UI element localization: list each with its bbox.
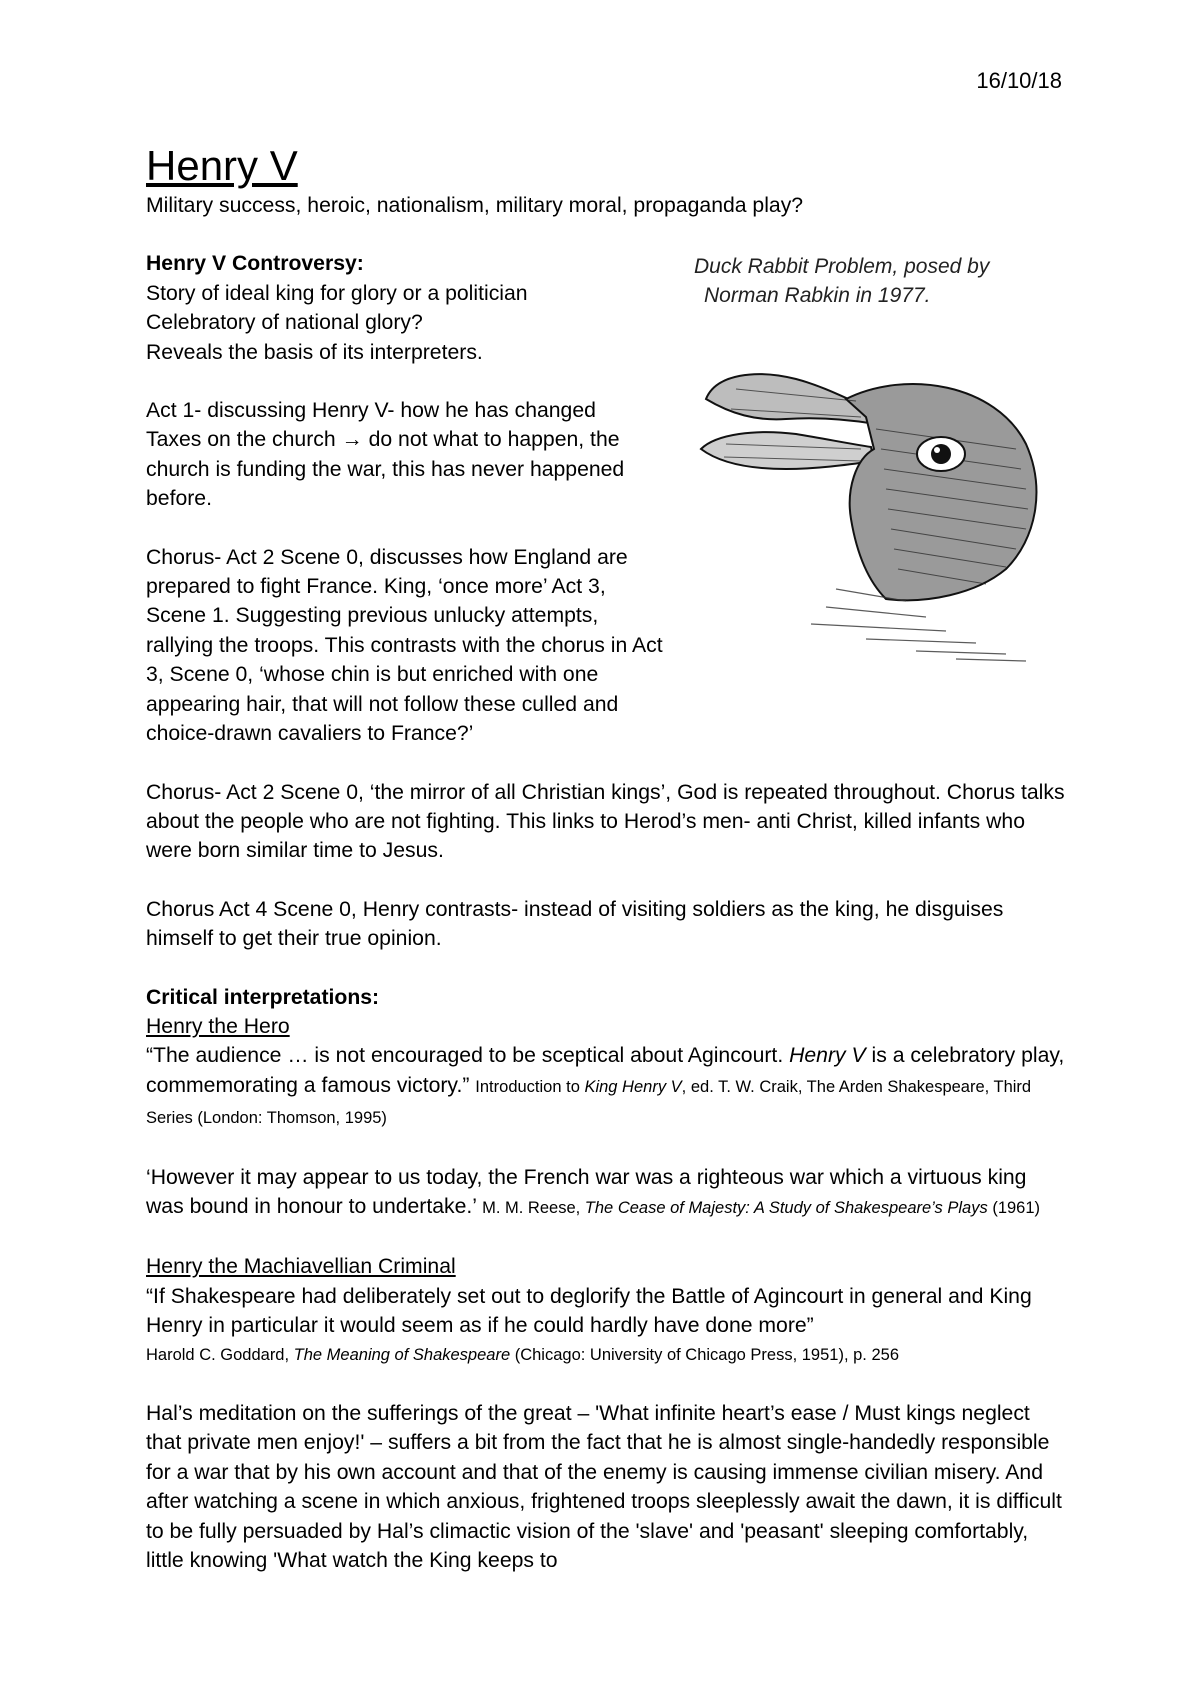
hero-heading: Henry the Hero <box>146 1014 290 1038</box>
critical-heading: Critical interpretations: <box>146 985 380 1009</box>
citation-text: Introduction to <box>475 1077 585 1096</box>
document-title: Henry V <box>146 142 298 189</box>
figure-caption <box>694 252 1054 310</box>
citation-text: (1961) <box>987 1198 1041 1217</box>
machiavellian-heading: Henry the Machiavellian Criminal <box>146 1255 456 1279</box>
hero-quote-1 <box>146 1041 1066 1133</box>
hero-quote-2 <box>146 1163 1066 1224</box>
right-arrow-icon: → <box>341 428 363 452</box>
document-date: 16/10/18 <box>976 68 1062 93</box>
citation-text: , ed. T. W. Craik, The Arden Shakespeare, Third Series (London: Thomson, 1995) <box>146 1077 1032 1128</box>
citation-text: Harold C. Goddard, <box>146 1345 294 1364</box>
machiavellian-paragraph: Hal’s meditation on the sufferings of the great – 'What infinite heart’s ease / Must kings neglect that private men enjoy!' – suffers a bit from the fact that he is almost single-handedly responsible for a war that by his own account and that of the enemy is causing immense civilian misery. And after watching a scene in which anxious, frightened troops sleeplessly await the dawn, it is difficult to be fully persuaded by Hal’s climactic vision of the 'slave' and 'peasant' sleeping comfortably, little knowing 'What watch the King keeps to <box>146 1402 1062 1573</box>
machiavellian-citation <box>146 1341 1066 1370</box>
chorus-paragraph-3: Chorus Act 4 Scene 0, Henry contrasts- instead of visiting soldiers as the king, he disguises himself to get their true opinion. <box>146 897 1004 951</box>
citation-italic: The Cease of Majesty: A Study of Shakespeare’s Plays <box>584 1198 988 1217</box>
quote-text: “The audience … is not encouraged to be sceptical about Agincourt. <box>146 1044 790 1068</box>
citation-text: (Chicago: University of Chicago Press, 1951), p. 256 <box>510 1345 899 1364</box>
citation-text: M. M. Reese, <box>482 1198 585 1217</box>
figure-caption-line-1: Duck Rabbit Problem, posed by <box>694 255 990 279</box>
controversy-line: Celebratory of national glory? <box>146 311 423 335</box>
citation-italic: King Henry V <box>584 1077 682 1096</box>
chorus-paragraph-1: Chorus- Act 2 Scene 0, discusses how England are prepared to fight France. King, ‘once more’ Act 3, Scene 1. Suggesting previous unlucky attempts, rallying the troops. This contrasts with the chorus in Act 3, Scene 0, ‘whose chin is but enriched with one appearing hair, that will not follow these culled and choice-drawn cavaliers to France?’ <box>146 545 663 746</box>
figure-caption-line-2: Norman Rabkin in 1977. <box>704 284 931 308</box>
quote-text: ‘However it may appear to us today, the French war was a righteous war which a virtuous king was bound in honour to undertake.’ <box>146 1165 1027 1218</box>
citation-italic: The Meaning of Shakespeare <box>293 1345 511 1364</box>
machiavellian-quote-1: “If Shakespeare had deliberately set out to deglorify the Battle of Agincourt in general and King Henry in particular it would seem as if he could hardly have done more” <box>146 1284 1032 1338</box>
quote-italic: Henry V <box>789 1044 866 1068</box>
chorus-paragraph-2: Chorus- Act 2 Scene 0, ‘the mirror of all Christian kings’, God is repeated throughout. Chorus talks about the people who are not fighting. This links to Herod’s men- anti Christ, killed infants who were born similar time to Jesus. <box>146 780 1065 863</box>
controversy-line: Reveals the basis of its interpreters. <box>146 340 483 364</box>
subtitle-line: Military success, heroic, nationalism, military moral, propaganda play? <box>146 194 804 217</box>
duck-rabbit-figure <box>676 255 1066 691</box>
document-body <box>146 191 1066 1575</box>
quote-text: is a celebratory play, commemorating a famous victory.” <box>146 1044 1065 1097</box>
controversy-heading: Henry V Controversy: <box>146 252 364 276</box>
controversy-line: Story of ideal king for glory or a politician <box>146 281 528 305</box>
act1-taxes-text-cont: do not what to happen, the church is funding the war, this has never happened before. <box>146 428 625 511</box>
citation <box>482 1199 1040 1217</box>
act1-taxes-text: Taxes on the church <box>146 428 342 452</box>
act1-line: Act 1- discussing Henry V- how he has changed <box>146 399 596 423</box>
duck-rabbit-illustration-icon <box>676 339 1056 669</box>
